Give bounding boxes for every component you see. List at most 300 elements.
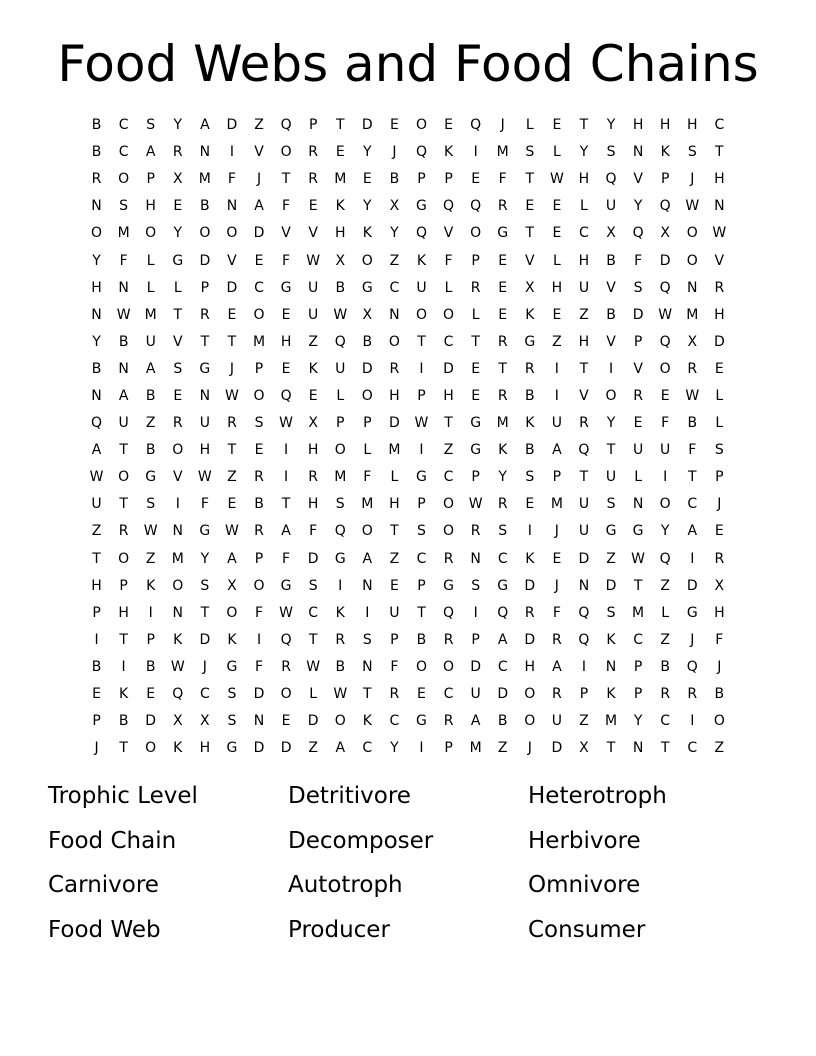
grid-letter: O (361, 252, 373, 269)
grid-letter: Q (578, 604, 590, 621)
grid-letter: O (686, 252, 698, 269)
grid-letter: T (471, 333, 480, 350)
grid-letter: H (714, 171, 725, 188)
grid-letter: S (687, 144, 697, 161)
grid-letter: G (686, 604, 698, 621)
grid-letter: C (308, 604, 319, 621)
grid-letter: Y (390, 225, 399, 242)
grid-letter: I (229, 144, 234, 161)
grid-letter: H (524, 658, 536, 675)
grid-letter: F (390, 658, 399, 675)
grid-letter: V (227, 252, 237, 269)
grid-letter: F (688, 442, 697, 459)
grid-letter: R (633, 387, 643, 404)
grid-letter: I (419, 360, 424, 377)
grid-letter: G (470, 442, 482, 459)
grid-letter: R (308, 171, 319, 188)
grid-letter: J (94, 740, 99, 757)
grid-letter: Z (227, 469, 237, 486)
grid-letter: H (91, 577, 102, 594)
grid-letter: E (281, 713, 291, 730)
grid-letter: P (200, 279, 210, 296)
grid-letter: B (660, 658, 670, 675)
grid-letter: T (579, 469, 589, 486)
grid-letter: R (497, 333, 508, 350)
grid-letter: S (308, 577, 318, 594)
grid-letter: D (578, 550, 590, 567)
grid-letter: E (254, 252, 264, 269)
grid-letter: R (199, 306, 210, 323)
grid-letter: G (199, 360, 211, 377)
grid-letter: Q (172, 686, 184, 703)
grid-letter: B (254, 496, 264, 513)
grid-row (83, 735, 733, 762)
grid-letter: P (633, 333, 643, 350)
grid-letter: Z (606, 550, 616, 567)
grid-letter: G (280, 279, 292, 296)
grid-letter: S (606, 496, 616, 513)
grid-letter: Z (443, 442, 454, 459)
grid-letter: X (524, 279, 535, 296)
grid-letter: O (334, 713, 346, 730)
word-list (48, 778, 768, 956)
grid-letter: G (605, 523, 617, 540)
grid-letter: V (172, 469, 183, 486)
grid-letter: I (365, 604, 370, 621)
grid-letter: G (416, 713, 427, 730)
grid-letter: T (119, 631, 128, 648)
grid-letter: S (471, 577, 481, 594)
grid-letter: L (471, 306, 480, 323)
grid-letter: S (362, 631, 372, 648)
grid-letter: T (390, 523, 399, 540)
grid-letter: A (118, 387, 129, 404)
grid-letter: T (498, 360, 507, 377)
grid-letter: E (389, 577, 399, 594)
grid-letter: L (634, 469, 642, 486)
grid-letter: T (227, 442, 237, 459)
word-list-item: Omnivore (528, 872, 641, 898)
grid-letter: O (253, 387, 265, 404)
grid-letter: H (118, 604, 129, 621)
grid-row (83, 491, 733, 518)
grid-letter: O (443, 306, 455, 323)
grid-letter: O (334, 442, 346, 459)
grid-letter: N (470, 550, 481, 567)
grid-letter: U (551, 415, 562, 432)
grid-letter: N (91, 387, 102, 404)
grid-letter: K (173, 740, 183, 757)
grid-letter: B (606, 252, 616, 269)
grid-letter: T (660, 740, 670, 757)
grid-letter: R (524, 604, 535, 621)
grid-letter: Z (389, 252, 400, 269)
grid-letter: M (198, 171, 211, 188)
grid-letter: F (282, 550, 291, 567)
grid-letter: P (92, 713, 101, 730)
grid-row (83, 139, 733, 166)
grid-letter: N (687, 279, 698, 296)
grid-letter: O (226, 604, 238, 621)
grid-letter: I (663, 469, 668, 486)
grid-letter: V (281, 225, 291, 242)
grid-letter: D (253, 225, 265, 242)
grid-letter: N (118, 360, 129, 377)
grid-letter: P (417, 577, 426, 594)
grid-letter: X (200, 713, 210, 730)
grid-row (83, 329, 733, 356)
grid-row (83, 166, 733, 193)
grid-letter: A (470, 713, 481, 730)
grid-letter: T (444, 415, 453, 432)
grid-letter: F (309, 523, 318, 540)
grid-letter: W (414, 415, 429, 432)
grid-letter: T (173, 306, 183, 323)
grid-letter: R (227, 415, 237, 432)
grid-letter: P (336, 415, 345, 432)
grid-letter: K (443, 144, 454, 161)
grid-letter: J (554, 523, 559, 540)
grid-letter: P (579, 686, 589, 703)
grid-row (83, 654, 733, 681)
grid-letter: C (443, 469, 454, 486)
grid-letter: R (497, 198, 508, 215)
grid-letter: R (308, 144, 319, 161)
grid-letter: V (254, 144, 264, 161)
grid-letter: K (362, 713, 372, 730)
grid-letter: Z (389, 550, 400, 567)
grid-letter: B (497, 713, 508, 730)
grid-letter: R (389, 686, 400, 703)
grid-letter: L (525, 117, 534, 134)
grid-letter: H (280, 333, 292, 350)
grid-letter: Z (579, 306, 589, 323)
grid-letter: D (253, 686, 265, 703)
grid-letter: R (687, 686, 698, 703)
grid-letter: Q (659, 333, 671, 350)
grid-letter: J (392, 144, 397, 161)
grid-letter: A (362, 550, 373, 567)
grid-letter: H (334, 225, 346, 242)
grid-letter: I (338, 577, 343, 594)
grid-letter: D (226, 117, 238, 134)
grid-letter: R (254, 469, 264, 486)
grid-letter: Q (578, 442, 590, 459)
grid-letter: N (91, 198, 102, 215)
grid-letter: W (333, 306, 348, 323)
word-list-item: Autotroph (288, 872, 403, 898)
grid-letter: S (498, 523, 508, 540)
grid-letter: E (92, 686, 101, 703)
grid-letter: L (552, 144, 561, 161)
grid-letter: Z (660, 577, 670, 594)
grid-letter: E (335, 144, 345, 161)
grid-letter: H (145, 198, 156, 215)
grid-letter: C (416, 550, 427, 567)
grid-letter: H (389, 496, 400, 513)
grid-letter: S (200, 577, 210, 594)
grid-letter: M (334, 469, 347, 486)
grid-letter: J (717, 658, 722, 675)
grid-letter: N (226, 198, 238, 215)
grid-letter: X (308, 415, 318, 432)
grid-letter: A (335, 740, 346, 757)
grid-letter: Y (390, 740, 399, 757)
grid-letter: S (633, 279, 643, 296)
grid-letter: X (172, 171, 183, 188)
grid-letter: J (690, 631, 695, 648)
grid-letter: T (579, 117, 589, 134)
grid-letter: M (361, 496, 374, 513)
grid-letter: I (256, 631, 262, 648)
grid-letter: Q (443, 604, 455, 621)
grid-letter: N (362, 658, 373, 675)
grid-letter: O (145, 225, 157, 242)
grid-letter: S (606, 144, 616, 161)
grid-letter: G (497, 225, 509, 242)
grid-letter: Y (173, 117, 183, 134)
grid-letter: I (419, 740, 424, 757)
grid-letter: O (118, 469, 130, 486)
grid-letter: F (254, 604, 264, 621)
grid-letter: X (687, 333, 698, 350)
grid-letter: W (225, 387, 239, 404)
grid-letter: P (146, 631, 155, 648)
grid-letter: C (660, 713, 671, 730)
grid-letter: R (389, 360, 400, 377)
grid-letter: T (281, 496, 291, 513)
grid-letter: U (605, 469, 617, 486)
grid-letter: P (552, 469, 562, 486)
grid-letter: L (715, 387, 724, 404)
grid-letter: C (362, 740, 373, 757)
grid-letter: Y (498, 469, 507, 486)
grid-letter: T (308, 631, 318, 648)
grid-letter: B (335, 658, 346, 675)
grid-letter: D (470, 658, 482, 675)
grid-letter: Q (686, 658, 698, 675)
grid-letter: F (444, 252, 453, 269)
grid-letter: B (91, 658, 102, 675)
grid-letter: G (632, 523, 644, 540)
grid-letter: V (443, 225, 454, 242)
grid-letter: R (552, 631, 562, 648)
grid-letter: E (227, 306, 237, 323)
grid-row (83, 600, 733, 627)
grid-letter: S (227, 713, 237, 730)
grid-letter: K (606, 631, 616, 648)
grid-letter: F (227, 171, 236, 188)
grid-row (83, 546, 733, 573)
grid-letter: H (578, 171, 590, 188)
grid-letter: H (714, 306, 725, 323)
grid-letter: W (306, 658, 321, 675)
grid-letter: W (468, 496, 483, 513)
grid-letter: W (306, 252, 321, 269)
grid-letter: T (606, 442, 616, 459)
grid-letter: Y (363, 144, 372, 161)
grid-letter: P (92, 604, 101, 621)
grid-letter: D (361, 117, 373, 134)
grid-letter: N (714, 198, 725, 215)
grid-letter: B (145, 658, 156, 675)
grid-letter: R (552, 686, 562, 703)
grid-letter: P (254, 550, 264, 567)
grid-letter: P (146, 171, 155, 188)
grid-letter: U (470, 686, 481, 703)
grid-letter: O (415, 658, 427, 675)
word-list-item: Trophic Level (48, 783, 198, 809)
grid-letter: A (552, 442, 562, 459)
grid-letter: N (172, 604, 184, 621)
grid-row (83, 681, 733, 708)
grid-letter: O (280, 686, 292, 703)
grid-letter: G (497, 577, 509, 594)
grid-letter: O (118, 550, 130, 567)
grid-letter: I (419, 442, 424, 459)
grid-letter: X (389, 198, 400, 215)
grid-letter: J (717, 496, 722, 513)
grid-letter: B (416, 631, 427, 648)
grid-letter: E (417, 686, 426, 703)
grid-letter: F (200, 496, 209, 513)
grid-letter: D (307, 713, 319, 730)
grid-row (83, 464, 733, 491)
grid-letter: U (308, 279, 319, 296)
grid-letter: K (498, 442, 508, 459)
grid-letter: F (119, 252, 128, 269)
grid-letter: X (714, 577, 725, 594)
grid-letter: N (199, 144, 211, 161)
grid-letter: D (713, 333, 725, 350)
grid-letter: D (280, 740, 292, 757)
grid-letter: E (308, 198, 318, 215)
grid-letter: U (145, 333, 156, 350)
grid-letter: R (443, 713, 454, 730)
grid-letter: T (119, 442, 128, 459)
grid-letter: E (281, 306, 291, 323)
grid-letter: O (659, 360, 671, 377)
grid-letter: M (469, 740, 482, 757)
grid-letter: R (579, 415, 589, 432)
grid-letter: D (226, 279, 238, 296)
grid-letter: N (362, 577, 373, 594)
grid-letter: S (119, 198, 129, 215)
grid-letter: E (525, 198, 535, 215)
grid-row (83, 708, 733, 735)
grid-letter: T (335, 117, 345, 134)
grid-letter: V (579, 387, 589, 404)
grid-letter: Y (633, 198, 643, 215)
grid-letter: H (714, 604, 725, 621)
grid-letter: O (443, 523, 455, 540)
grid-letter: W (279, 415, 293, 432)
grid-letter: T (525, 171, 535, 188)
grid-letter: O (253, 306, 265, 323)
grid-letter: R (524, 360, 535, 377)
grid-letter: Q (659, 198, 671, 215)
grid-letter: Z (254, 117, 264, 134)
grid-letter: T (417, 604, 426, 621)
grid-letter: S (606, 604, 616, 621)
grid-letter: B (687, 415, 698, 432)
grid-letter: T (200, 604, 210, 621)
grid-letter: O (415, 117, 427, 134)
grid-letter: L (363, 442, 372, 459)
grid-letter: E (362, 171, 372, 188)
grid-letter: E (660, 387, 670, 404)
grid-letter: R (497, 387, 508, 404)
grid-letter: F (634, 252, 643, 269)
grid-letter: E (498, 252, 508, 269)
grid-letter: A (281, 523, 291, 540)
grid-letter: F (715, 631, 724, 648)
letter-grid (83, 112, 733, 762)
grid-letter: B (145, 442, 156, 459)
grid-letter: Z (308, 333, 318, 350)
word-list-item: Heterotroph (528, 783, 667, 809)
grid-letter: Q (443, 198, 455, 215)
grid-letter: U (578, 279, 590, 296)
grid-letter: R (443, 631, 454, 648)
grid-row (83, 247, 733, 274)
grid-letter: W (116, 306, 131, 323)
grid-letter: C (579, 225, 589, 242)
grid-row (83, 437, 733, 464)
grid-letter: E (471, 171, 481, 188)
grid-letter: K (173, 631, 183, 648)
grid-letter: U (91, 496, 102, 513)
grid-letter: G (443, 577, 454, 594)
grid-letter: C (443, 686, 454, 703)
grid-letter: T (715, 144, 724, 161)
grid-letter: G (524, 333, 536, 350)
grid-letter: D (686, 577, 698, 594)
grid-letter: N (632, 496, 644, 513)
grid-letter: Q (280, 631, 292, 648)
grid-letter: L (309, 686, 318, 703)
grid-letter: V (714, 252, 725, 269)
grid-letter: Q (91, 415, 103, 432)
grid-letter: E (227, 496, 237, 513)
word-list-item: Food Web (48, 916, 161, 943)
grid-letter: S (525, 469, 535, 486)
grid-letter: P (471, 252, 480, 269)
grid-letter: X (172, 713, 183, 730)
grid-letter: W (333, 686, 348, 703)
grid-letter: X (227, 577, 237, 594)
grid-letter: X (362, 306, 373, 323)
grid-letter: R (714, 550, 725, 567)
grid-letter: H (578, 333, 590, 350)
grid-letter: Z (497, 740, 508, 757)
grid-letter: R (660, 686, 671, 703)
grid-letter: O (415, 306, 427, 323)
grid-letter: P (417, 387, 426, 404)
grid-letter: J (500, 117, 505, 134)
grid-letter: P (417, 171, 426, 188)
grid-letter: E (389, 117, 399, 134)
page-title: Food Webs and Food Chains (57, 35, 759, 93)
grid-letter: L (715, 415, 724, 432)
grid-letter: B (145, 387, 156, 404)
grid-letter: U (199, 415, 210, 432)
grid-letter: M (144, 306, 157, 323)
grid-letter: U (118, 415, 129, 432)
grid-letter: R (308, 469, 319, 486)
grid-letter: Q (470, 198, 482, 215)
grid-letter: W (685, 198, 700, 215)
